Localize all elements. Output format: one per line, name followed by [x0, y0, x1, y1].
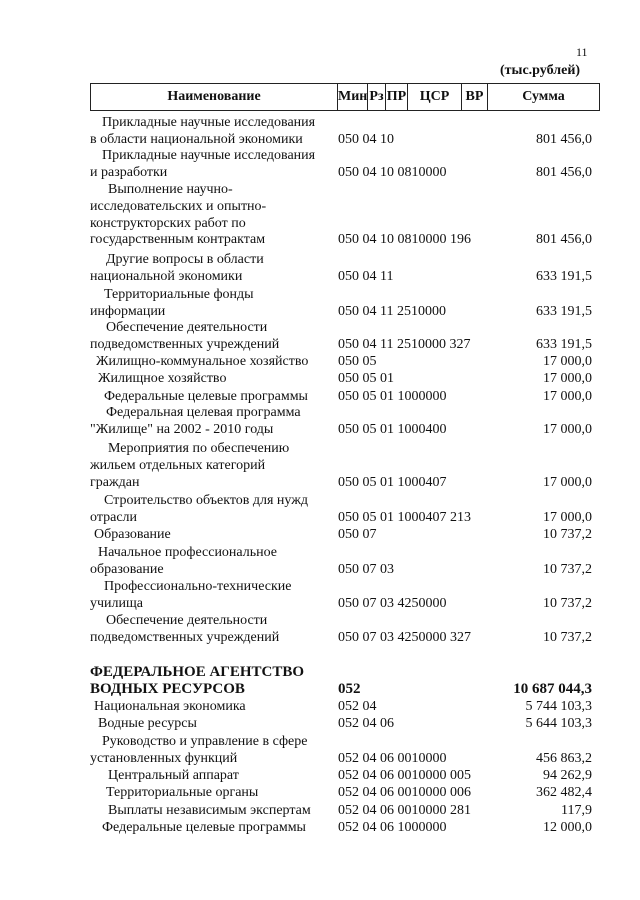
row-name-line: ВОДНЫХ РЕСУРСОВ: [90, 680, 245, 697]
row-sum: 17 000,0: [543, 354, 592, 369]
row-code: 050 05 01: [338, 371, 394, 386]
row-code: 050 07: [338, 527, 377, 542]
header-name: Наименование: [167, 89, 261, 104]
row-code: 050 07 03 4250000 327: [338, 629, 471, 645]
row-code: 050 04 11: [338, 268, 394, 284]
row-name-line: подведомственных учреждений: [90, 336, 280, 352]
row-name-line: Обеспечение деятельности: [106, 320, 268, 335]
row-sum: 633 191,5: [536, 268, 592, 284]
row-sum: 801 456,0: [536, 164, 592, 180]
row-name-line: Строительство объектов для нужд: [104, 493, 309, 508]
row-sum: 362 482,4: [536, 785, 592, 800]
row-name-line: образование: [90, 561, 164, 577]
row-code: 050 07 03: [338, 561, 394, 577]
header-min: Мин: [337, 84, 367, 110]
row-name-line: Федеральные целевые программы: [102, 820, 306, 835]
row-sum: 10 737,2: [543, 595, 592, 611]
row-sum: 5 644 103,3: [525, 716, 592, 731]
row-name-line: Руководство и управление в сфере: [102, 734, 308, 749]
header-sum: Сумма: [487, 84, 599, 110]
header-pr: ПР: [385, 84, 407, 110]
row-sum: 12 000,0: [543, 820, 592, 835]
row-sum: 801 456,0: [536, 131, 592, 147]
row-code: 050 05 01 1000407: [338, 474, 447, 490]
row-name-line: Национальная экономика: [94, 699, 246, 714]
header-csr: ЦСР: [407, 84, 461, 110]
row-name-line: исследовательских и опытно-: [90, 198, 267, 214]
row-code: 050 07 03 4250000: [338, 595, 447, 611]
row-code: 052 04 06: [338, 716, 394, 731]
row-name-line: государственным контрактам: [90, 232, 266, 248]
table-header: [90, 83, 600, 111]
row-name-line: Профессионально-технические: [104, 579, 292, 594]
row-name-line: Территориальные органы: [106, 785, 259, 800]
row-sum: 17 000,0: [543, 421, 592, 437]
row-name-line: Начальное профессиональное: [98, 545, 278, 560]
row-name-line: училища: [90, 595, 144, 611]
row-name-line: Образование: [94, 527, 171, 542]
row-code: 050 04 11 2510000: [338, 303, 446, 319]
row-code: 050 05 01 1000400: [338, 421, 447, 437]
row-code: 050 05 01 1000000: [338, 389, 447, 404]
row-name-line: Водные ресурсы: [98, 716, 197, 731]
row-code: 052 04 06 0010000 006: [338, 785, 471, 800]
row-name-line: Выплаты независимым экспертам: [108, 803, 311, 818]
row-sum: 10 737,2: [543, 629, 592, 645]
row-code: 050 04 11 2510000 327: [338, 336, 471, 352]
row-sum: 17 000,0: [543, 474, 592, 490]
header-vr: ВР: [461, 84, 487, 110]
row-name-line: Федеральные целевые программы: [104, 389, 308, 404]
row-code: 050 05: [338, 354, 377, 369]
row-name-line: граждан: [90, 474, 140, 490]
row-name-line: Прикладные научные исследования: [102, 148, 316, 163]
row-sum: 17 000,0: [543, 389, 592, 404]
row-name-line: Мероприятия по обеспечению: [108, 441, 290, 456]
row-name-line: "Жилище" на 2002 - 2010 годы: [90, 421, 274, 437]
row-sum: 801 456,0: [536, 232, 592, 248]
row-name-line: Жилищно-коммунальное хозяйство: [96, 354, 309, 369]
row-name-line: установленных функций: [90, 750, 238, 766]
row-name-line: конструкторских работ по: [90, 215, 246, 231]
row-code: 052 04 06 1000000: [338, 820, 447, 835]
row-name-line: Федеральная целевая программа: [106, 405, 301, 420]
row-name-line: ФЕДЕРАЛЬНОЕ АГЕНТСТВО: [90, 664, 305, 680]
row-sum: 17 000,0: [543, 371, 592, 386]
header-rz: Рз: [367, 84, 385, 110]
row-name-line: в области национальной экономики: [90, 131, 303, 147]
row-code: 050 04 10: [338, 131, 394, 147]
page-number: 11: [576, 45, 588, 59]
row-code: 052: [338, 680, 361, 697]
row-sum: 10 737,2: [543, 561, 592, 577]
row-code: 050 04 10 0810000 196: [338, 232, 471, 248]
row-sum: 5 744 103,3: [525, 699, 592, 714]
row-name-line: и разработки: [90, 164, 168, 180]
row-name-line: Прикладные научные исследования: [102, 115, 316, 130]
units-label: (тыс.рублей): [500, 63, 581, 78]
row-name-line: Выполнение научно-: [108, 182, 233, 197]
row-sum: 456 863,2: [536, 750, 592, 766]
row-name-line: информации: [90, 303, 166, 319]
row-sum: 10 687 044,3: [513, 680, 592, 697]
row-code: 050 05 01 1000407 213: [338, 509, 471, 525]
row-name-line: Территориальные фонды: [104, 287, 254, 302]
row-name-line: Жилищное хозяйство: [98, 371, 227, 386]
row-sum: 94 262,9: [543, 768, 592, 783]
row-sum: 633 191,5: [536, 303, 592, 319]
row-code: 050 04 10 0810000: [338, 164, 447, 180]
row-sum: 10 737,2: [543, 527, 592, 542]
row-name-line: национальной экономики: [90, 268, 243, 284]
row-code: 052 04 06 0010000: [338, 750, 447, 766]
row-name-line: подведомственных учреждений: [90, 629, 280, 645]
row-sum: 17 000,0: [543, 509, 592, 525]
row-sum: 117,9: [561, 803, 592, 818]
row-code: 052 04: [338, 699, 377, 714]
row-code: 052 04 06 0010000 005: [338, 768, 471, 783]
row-name-line: отрасли: [90, 509, 138, 525]
row-name-line: жильем отдельных категорий: [90, 457, 266, 473]
row-code: 052 04 06 0010000 281: [338, 803, 471, 818]
row-sum: 633 191,5: [536, 336, 592, 352]
row-name-line: Центральный аппарат: [108, 768, 239, 783]
row-name-line: Другие вопросы в области: [106, 252, 264, 267]
row-name-line: Обеспечение деятельности: [106, 613, 268, 628]
